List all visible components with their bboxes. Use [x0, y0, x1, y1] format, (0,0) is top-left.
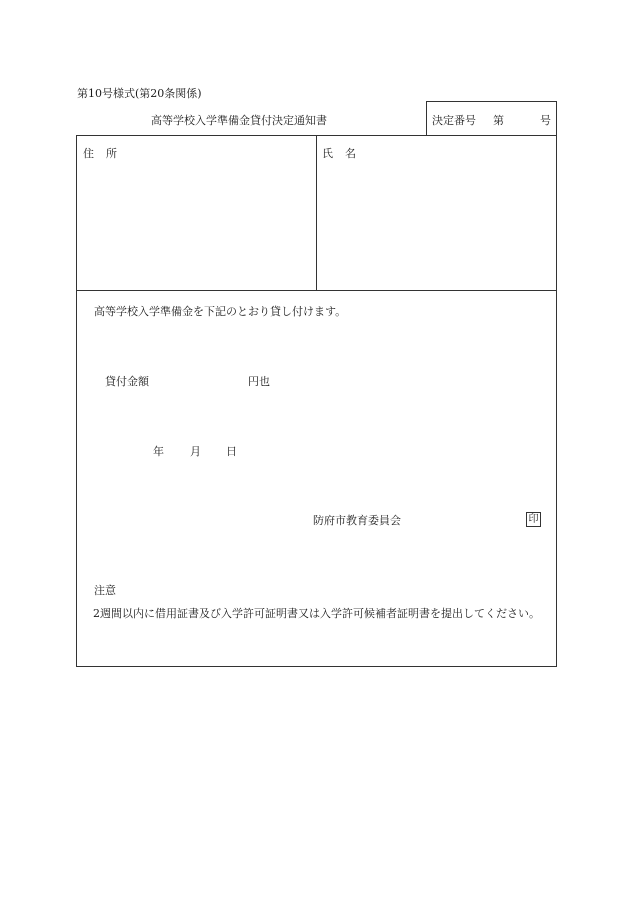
loan-statement: 高等学校入学準備金を下記のとおり貸し付けます。 — [94, 305, 347, 318]
date-year-label: 年 — [153, 445, 164, 458]
address-label: 住所 — [83, 147, 129, 160]
note-title: 注意 — [94, 584, 116, 597]
header-section-divider — [76, 290, 557, 291]
decision-number-prefix: 第 — [493, 114, 504, 127]
decision-number-label: 決定番号 — [432, 114, 476, 127]
note-body: 2週間以内に借用証書及び入学許可証明書又は入学許可候補者証明書を提出してください。 — [93, 607, 540, 620]
loan-amount-label: 貸付金額 — [105, 375, 149, 388]
name-label: 氏名 — [322, 147, 368, 160]
date-day-label: 日 — [226, 445, 237, 458]
issuer-name: 防府市教育委員会 — [313, 514, 401, 527]
seal-mark: 印 — [526, 512, 541, 527]
form-number-label: 第10号様式(第20条関係) — [77, 87, 202, 100]
date-month-label: 月 — [190, 445, 201, 458]
address-name-divider — [316, 135, 317, 291]
decision-number-suffix: 号 — [540, 114, 551, 127]
loan-amount-unit: 円也 — [248, 375, 270, 388]
document-title: 高等学校入学準備金貸付決定通知書 — [151, 114, 327, 127]
